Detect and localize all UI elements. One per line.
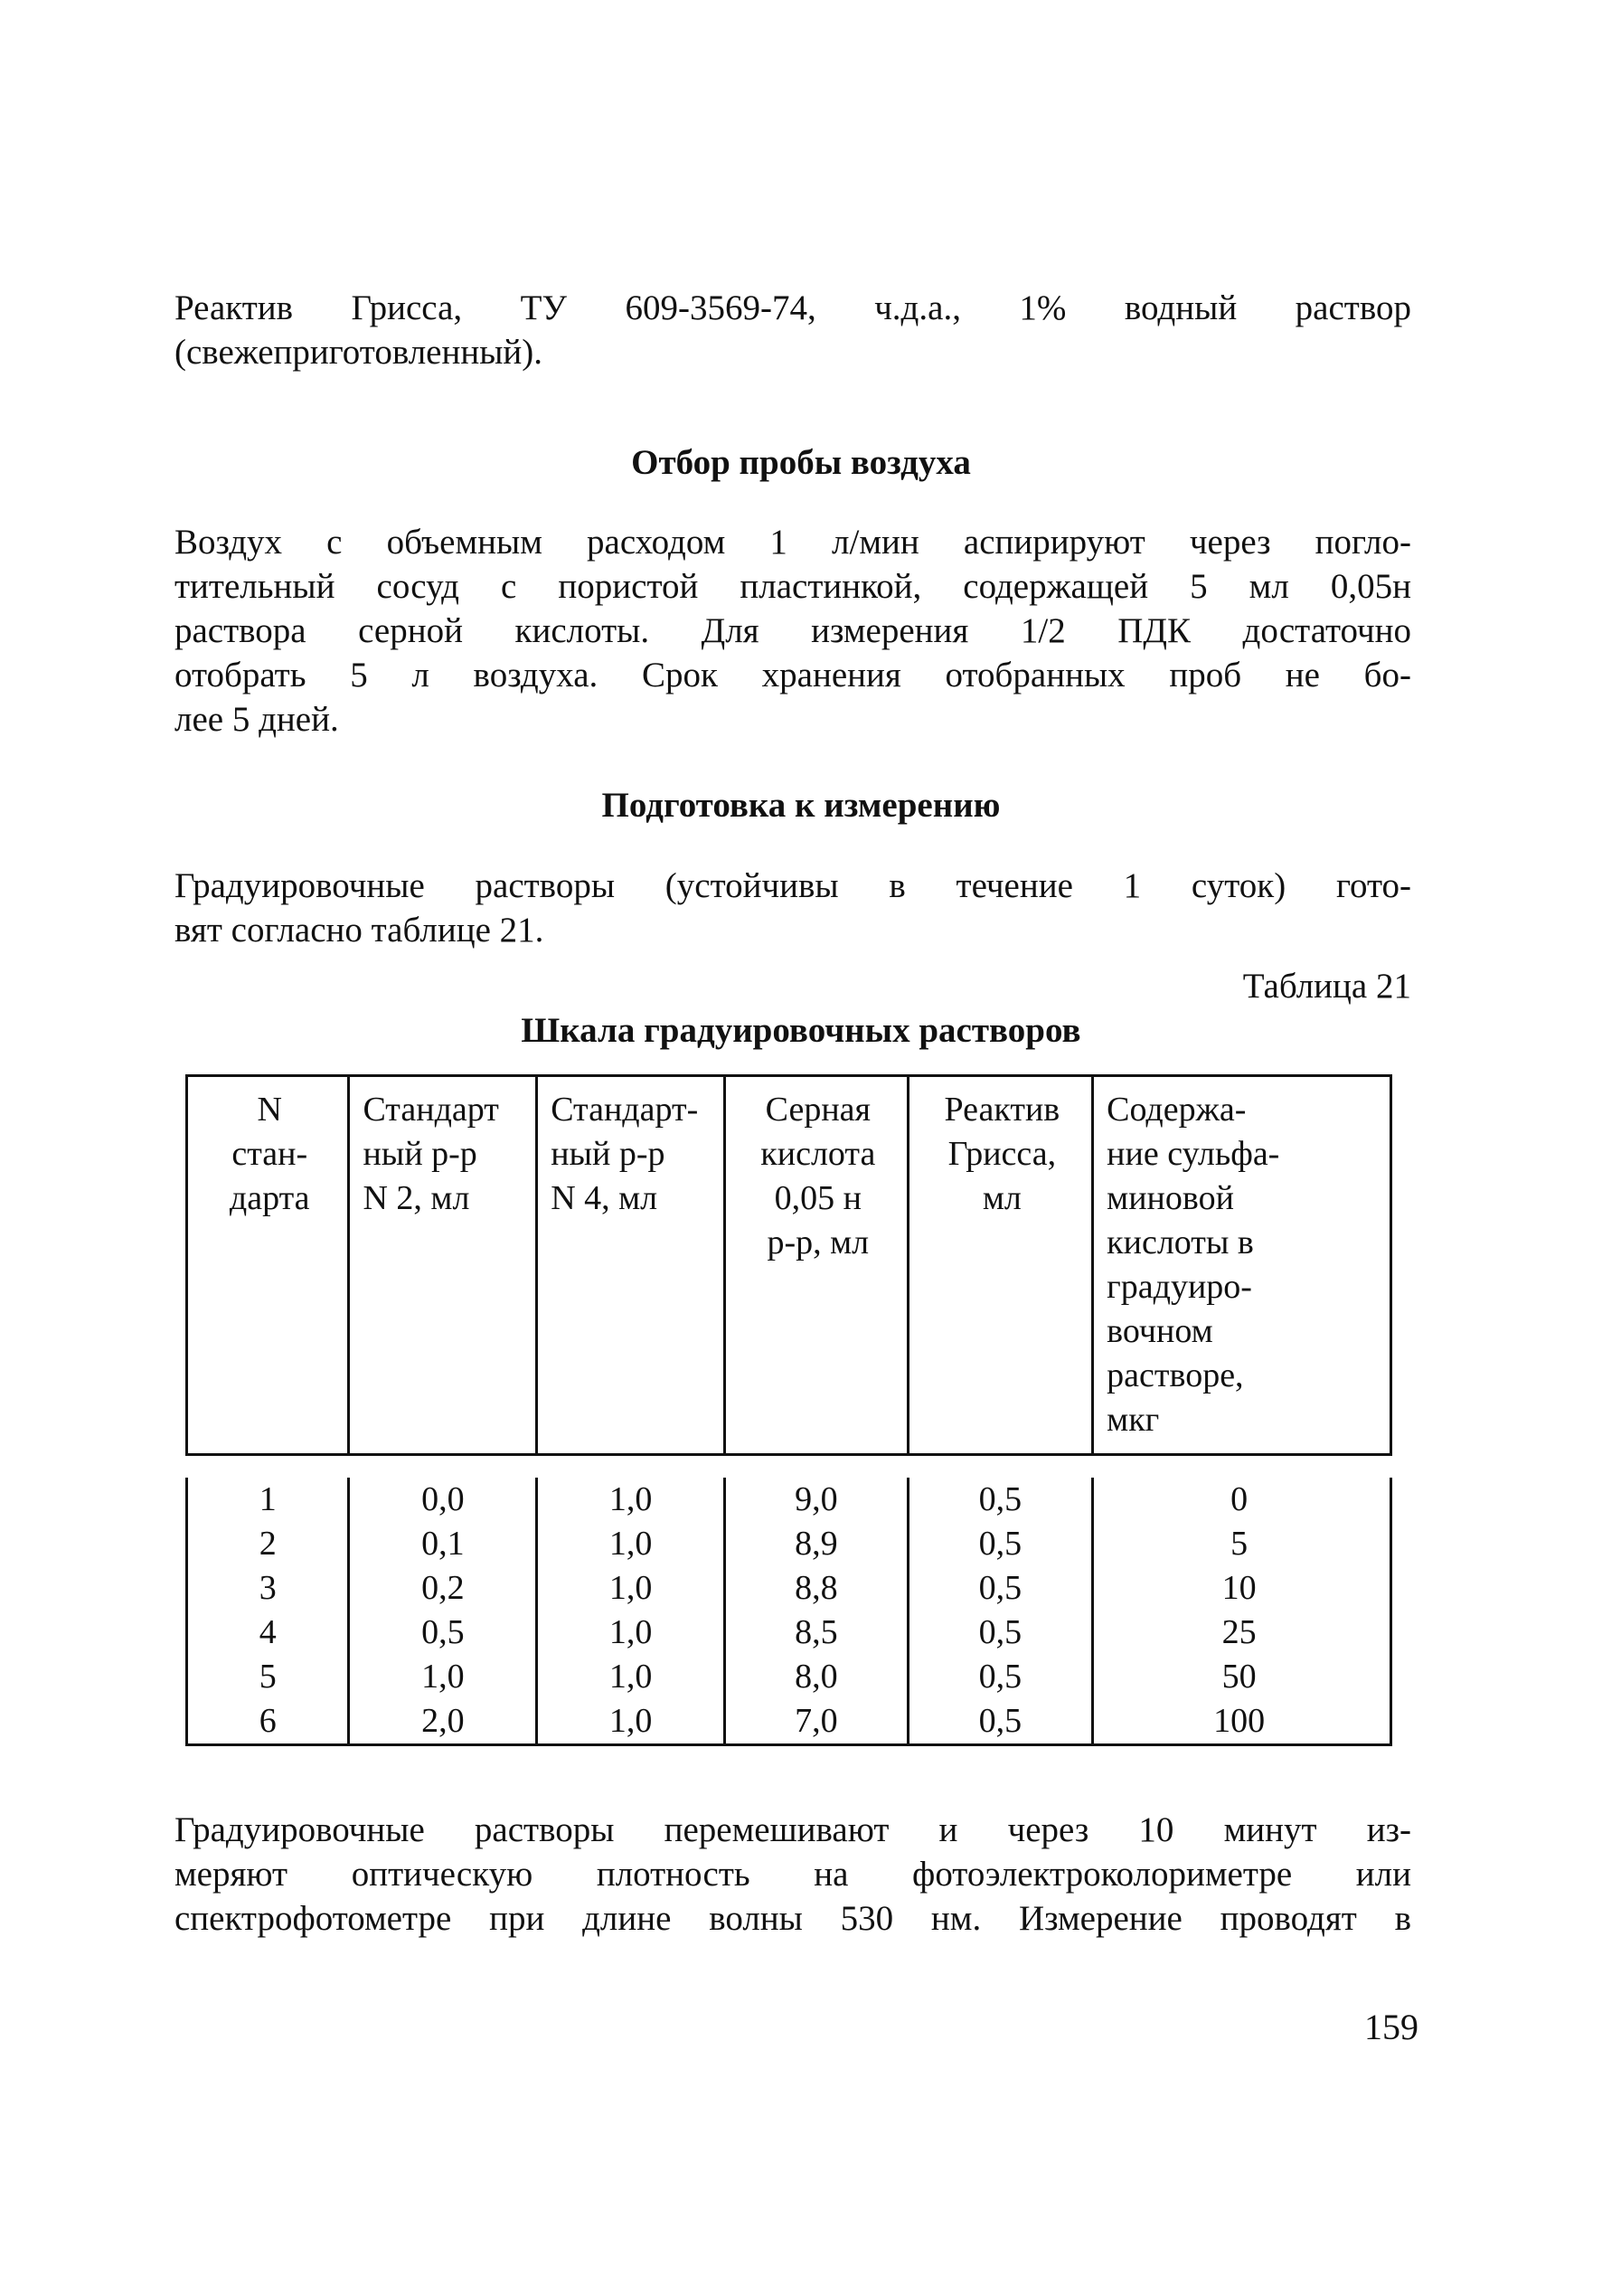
header-sulfuric-acid: Серная кислота 0,05 н р-р, мл [725,1077,909,1455]
intro-line: (свежеприготовленный). [174,333,543,372]
paragraph-line: меряют оптическую плотность на фотоэлектроколориметре или [174,1855,1411,1894]
paragraph-line: раствора серной кислоты. Для измерения 1/2 ПДК достаточно [174,611,1411,650]
header-standard-number: N стан- дарта [187,1077,349,1455]
paragraph-line: спектрофотометре при длине волны 530 нм. Измерение проводят в [174,1899,1411,1938]
table-header-row [187,1077,1391,1455]
paragraph-line: вят согласно таблице 21. [174,911,544,950]
calibration-grid [185,1077,1392,1743]
header-standard-solution-4: Стандарт- ный р-р N 4, мл [537,1077,725,1455]
column-griess-reagent: 0,5 0,5 0,5 0,5 0,5 0,5 [908,1478,1093,1743]
paragraph-line: лее 5 дней. [174,700,339,739]
table-title: Шкала градуировочных растворов [521,1011,1081,1050]
table-bottom-rule [185,1743,1392,1746]
column-standard-solution-2: 0,0 0,1 0,2 0,5 1,0 2,0 [349,1478,537,1743]
calibration-table [185,1074,1392,1746]
intro-line: Реактив Грисса, ТУ 609-3569-74, ч.д.а., 1% водный раствор [174,288,1411,327]
header-separator [187,1455,1391,1479]
paragraph-line: Градуировочные растворы (устойчивы в течение 1 суток) гото- [174,866,1411,905]
table-number: Таблица 21 [1242,967,1411,1006]
column-sulfuric-acid: 9,0 8,9 8,8 8,5 8,0 7,0 [725,1478,909,1743]
column-standard-number: 1 2 3 4 5 6 [187,1478,349,1743]
page-number: 159 [1364,2007,1418,2047]
intro-paragraph [174,286,1411,374]
paragraph-line: отобрать 5 л воздуха. Срок хранения отобранных проб не бо- [174,656,1411,694]
paragraph-line: Воздух с объемным расходом 1 л/мин аспирируют через погло- [174,523,1411,562]
table-body-row [187,1478,1391,1743]
section-title-air-sampling: Отбор пробы воздуха [631,443,971,482]
paragraph-line: тительный сосуд с пористой пластинкой, содержащей 5 мл 0,05н [174,567,1411,606]
header-sulfamic-acid-content: Содержа- ние сульфа- миновой кислоты в градуиро- вочном растворе, мкг [1093,1077,1391,1455]
measurement-paragraph [174,1808,1411,1941]
column-standard-solution-4: 1,0 1,0 1,0 1,0 1,0 1,0 [537,1478,725,1743]
header-griess-reagent: Реактив Грисса, мл [908,1077,1093,1455]
header-standard-solution-2: Стандарт ный р-р N 2, мл [349,1077,537,1455]
section-title-preparation: Подготовка к измерению [601,786,1001,825]
paragraph-line: Градуировочные растворы перемешивают и через 10 минут из- [174,1810,1411,1849]
column-sulfamic-acid-content: 0 5 10 25 50 100 [1093,1478,1391,1743]
air-sampling-paragraph [174,520,1411,742]
preparation-paragraph [174,864,1411,952]
